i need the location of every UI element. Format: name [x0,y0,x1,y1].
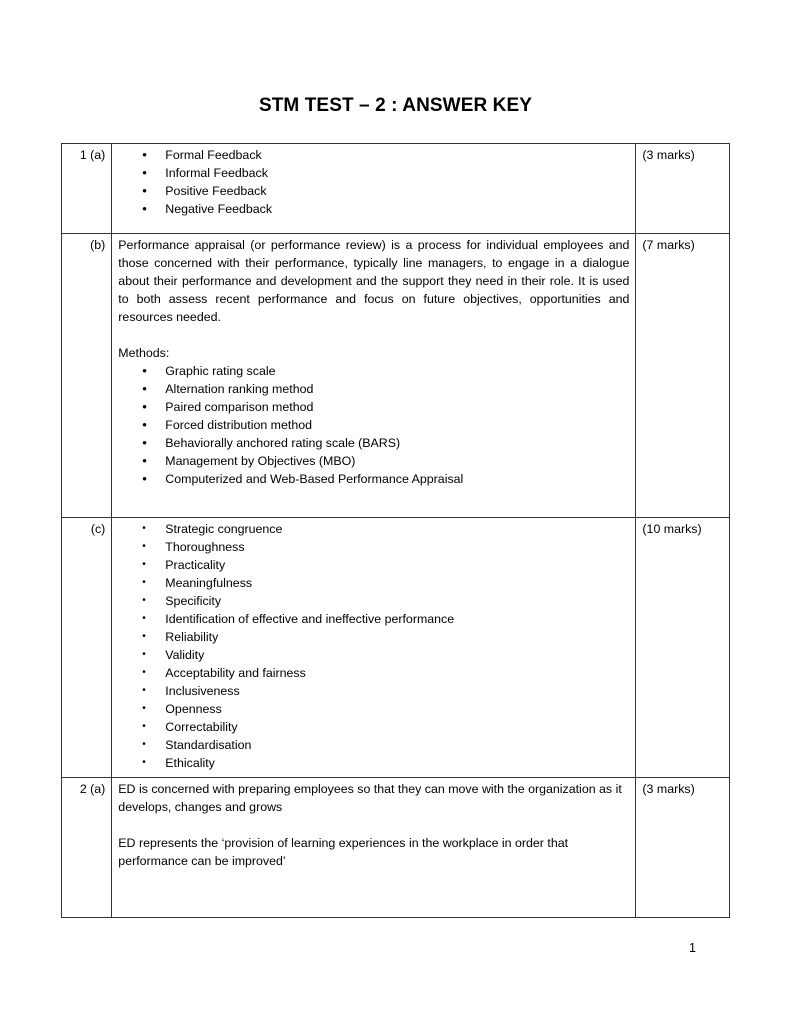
list-item: • Management by Objectives (MBO) [165,452,629,470]
list-item: • Practicality [165,556,629,574]
list-item: • Forced distribution method [165,416,629,434]
bullet-list [118,520,629,772]
list-item: • Standardisation [165,736,629,754]
list-item: • Computerized and Web-Based Performance Appraisal [165,470,629,488]
marks-cell: (3 marks) [636,778,730,918]
list-item: • Formal Feedback [165,146,629,164]
marks-cell: (3 marks) [636,144,730,234]
question-number: (c) [62,518,112,778]
answer-cell [112,518,636,778]
list-item: • Ethicality [165,754,629,772]
page-title: STM TEST – 2 : ANSWER KEY [258,95,533,116]
list-item: • Behaviorally anchored rating scale (BARS) [165,434,629,452]
bullet-list [118,362,629,488]
list-item: • Openness [165,700,629,718]
list-item: • Meaningfulness [165,574,629,592]
list-item: • Informal Feedback [165,164,629,182]
list-item: • Acceptability and fairness [165,664,629,682]
list-item: • Inclusiveness [165,682,629,700]
table-row [62,518,730,778]
answer-key-table [61,143,730,918]
list-item: • Positive Feedback [165,182,629,200]
question-number: 2 (a) [62,778,112,918]
list-item: • Validity [165,646,629,664]
question-number: 1 (a) [62,144,112,234]
bullet-list [118,146,629,218]
table-row [62,234,730,518]
list-item: • Specificity [165,592,629,610]
list-item: • Strategic congruence [165,520,629,538]
answer-cell [112,234,636,518]
answer-cell [112,144,636,234]
list-item: • Negative Feedback [165,200,629,218]
marks-cell: (10 marks) [636,518,730,778]
answer-paragraph: ED represents the ‘provision of learning experiences in the workplace in order that performance can be improved’ [118,836,569,868]
list-item: • Paired comparison method [165,398,629,416]
list-item: • Thoroughness [165,538,629,556]
list-item: • Alternation ranking method [165,380,629,398]
list-item: • Correctability [165,718,629,736]
answer-cell [112,778,636,918]
answer-paragraph: Performance appraisal (or performance review) is a process for individual employees and those concerned with their performance, typically line managers, to engage in a dialogue about their performance and development and the support they need in their role. It is used to both assess recent performance and focus on future objectives, opportunities and resources needed. [118,238,630,324]
answer-paragraph: ED is concerned with preparing employees so that they can move with the organization as it develops, changes and grows [118,782,622,814]
table-row [62,144,730,234]
list-item: • Identification of effective and ineffective performance [165,610,629,628]
list-item: • Graphic rating scale [165,362,629,380]
list-item: • Reliability [165,628,629,646]
marks-cell: (7 marks) [636,234,730,518]
page-number: 1 [689,941,696,955]
question-number: (b) [62,234,112,518]
table-row [62,778,730,918]
methods-label: Methods: [118,346,170,360]
